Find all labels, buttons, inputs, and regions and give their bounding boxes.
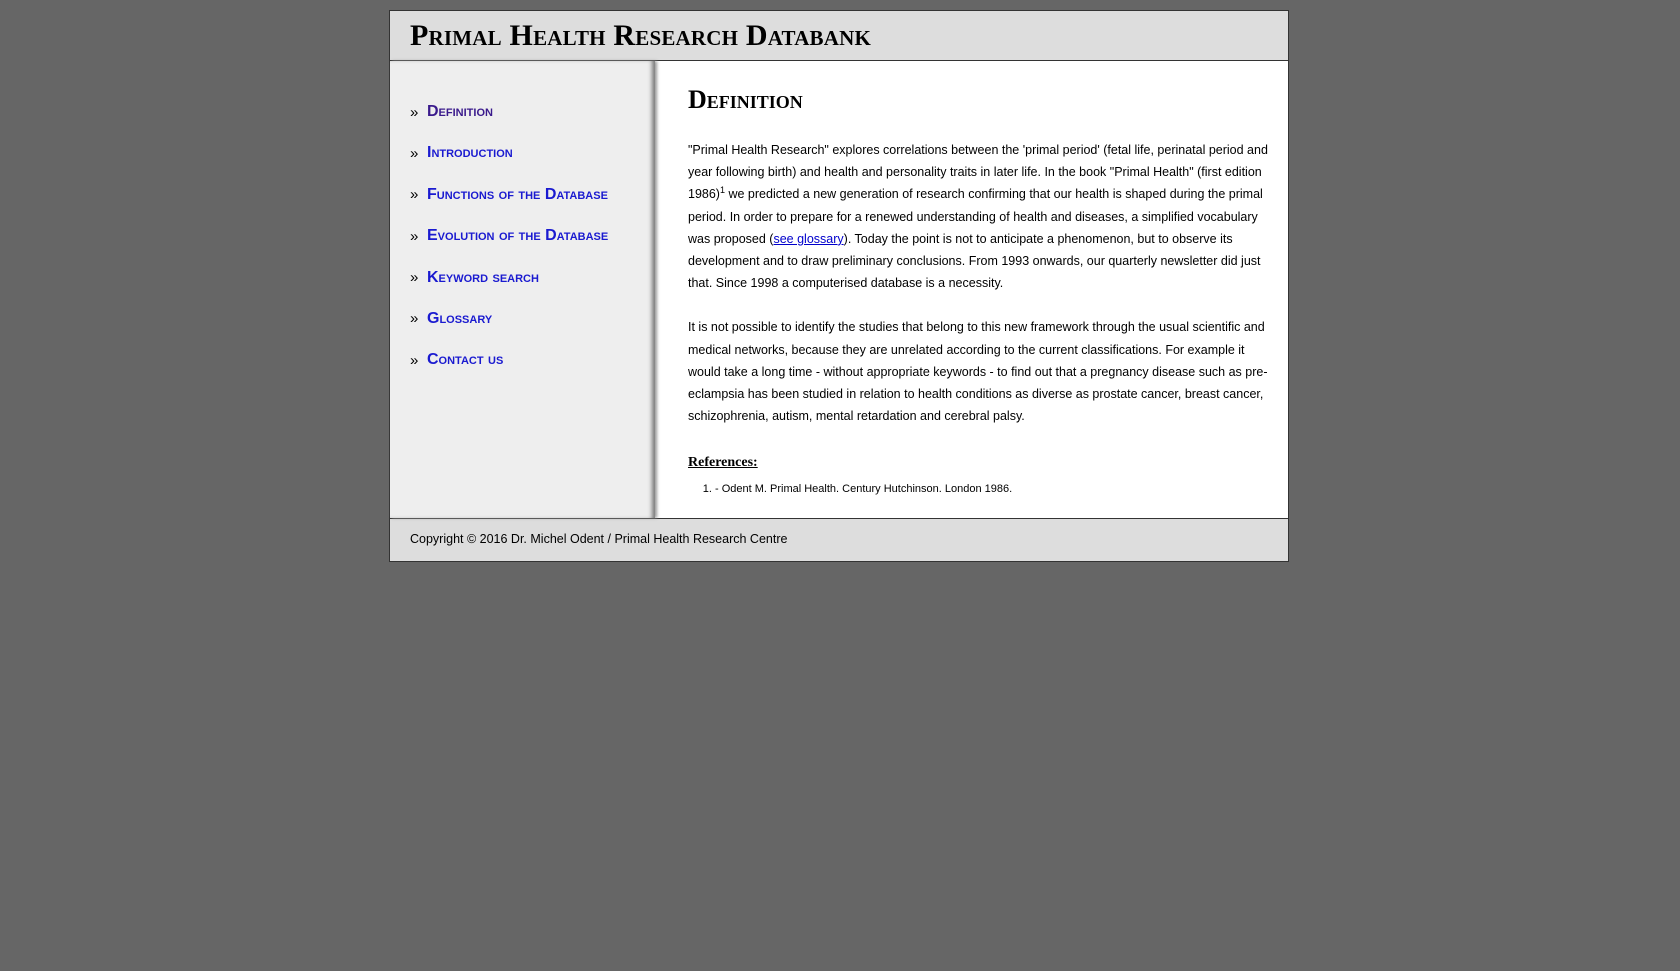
- references-heading: References:: [688, 455, 758, 471]
- copyright-text: Copyright © 2016 Dr. Michel Odent / Primal Health Research Centre: [410, 532, 788, 546]
- site-title: Primal Health Research Databank: [410, 19, 872, 52]
- bullet-icon: »: [410, 227, 419, 245]
- nav-link-glossary[interactable]: Glossary: [427, 309, 493, 327]
- footnote-marker: 1: [719, 185, 725, 196]
- bullet-icon: »: [410, 269, 419, 287]
- bullet-icon: »: [410, 144, 419, 162]
- nav-link-evolution[interactable]: Evolution of the Database: [427, 227, 609, 245]
- paragraph-text: "Primal Health Research" explores correlations between the 'primal period' (fetal life, perinatal period and year following birth) and health and personality traits in later life. In the book "Primal Health" (first edition 1986): [688, 143, 1268, 202]
- sidebar-item-introduction: [390, 141, 654, 165]
- sidebar-nav: [390, 61, 655, 518]
- nav-link-contact[interactable]: Contact us: [427, 351, 504, 369]
- sidebar-item-glossary: [390, 307, 654, 331]
- bullet-icon: »: [410, 310, 419, 328]
- nav-link-keyword-search[interactable]: Keyword search: [427, 268, 539, 286]
- reference-item: 1. - Odent M. Primal Health. Century Hutchinson. London 1986.: [715, 481, 1268, 497]
- page-title: Definition: [688, 85, 803, 114]
- bullet-icon: »: [410, 351, 419, 369]
- paragraph-text: we predicted a new generation of research confirming that our health is shaped during the primal period. In order to prepare for a renewed understanding of health and diseases, a simplified vocabulary was proposed (: [688, 187, 1263, 246]
- page-container: [389, 10, 1289, 562]
- bullet-icon: »: [410, 186, 419, 204]
- definition-paragraph-2: It is not possible to identify the studies that belong to this new framework through the usual scientific and medical networks, because they are unrelated according to the current classifications. For example it would take a long time - without appropriate keywords - to find out that a pregnancy disease such as pre-eclampsia has been studied in relation to health conditions as diverse as prostate cancer, breast cancer, schizophrenia, autism, mental retardation and cerebral palsy.: [688, 320, 1268, 424]
- nav-link-functions[interactable]: Functions of the Database: [427, 185, 608, 203]
- nav-link-introduction[interactable]: Introduction: [427, 144, 513, 162]
- site-header: [390, 11, 1288, 61]
- sidebar-item-definition: [390, 100, 654, 124]
- definition-paragraph-1: [688, 139, 1268, 294]
- paragraph-text: ). Today the point is not to anticipate a phenomenon, but to observe its development and to draw preliminary conclusions. From 1993 onwards, our quarterly newsletter did just that. Since 1998 a computerised database is a necessity.: [688, 231, 1261, 291]
- sidebar-item-evolution: [390, 224, 654, 248]
- sidebar-item-contact: [390, 348, 654, 372]
- references-list: [688, 481, 1268, 497]
- site-footer: [390, 519, 1288, 561]
- sidebar-item-keyword-search: [390, 266, 654, 290]
- bullet-icon: »: [410, 103, 419, 121]
- nav-link-definition[interactable]: Definition: [427, 103, 493, 120]
- sidebar-item-functions: [390, 183, 654, 207]
- main-content: [655, 61, 1288, 518]
- main-row: [390, 61, 1288, 519]
- glossary-link[interactable]: see glossary: [773, 231, 844, 246]
